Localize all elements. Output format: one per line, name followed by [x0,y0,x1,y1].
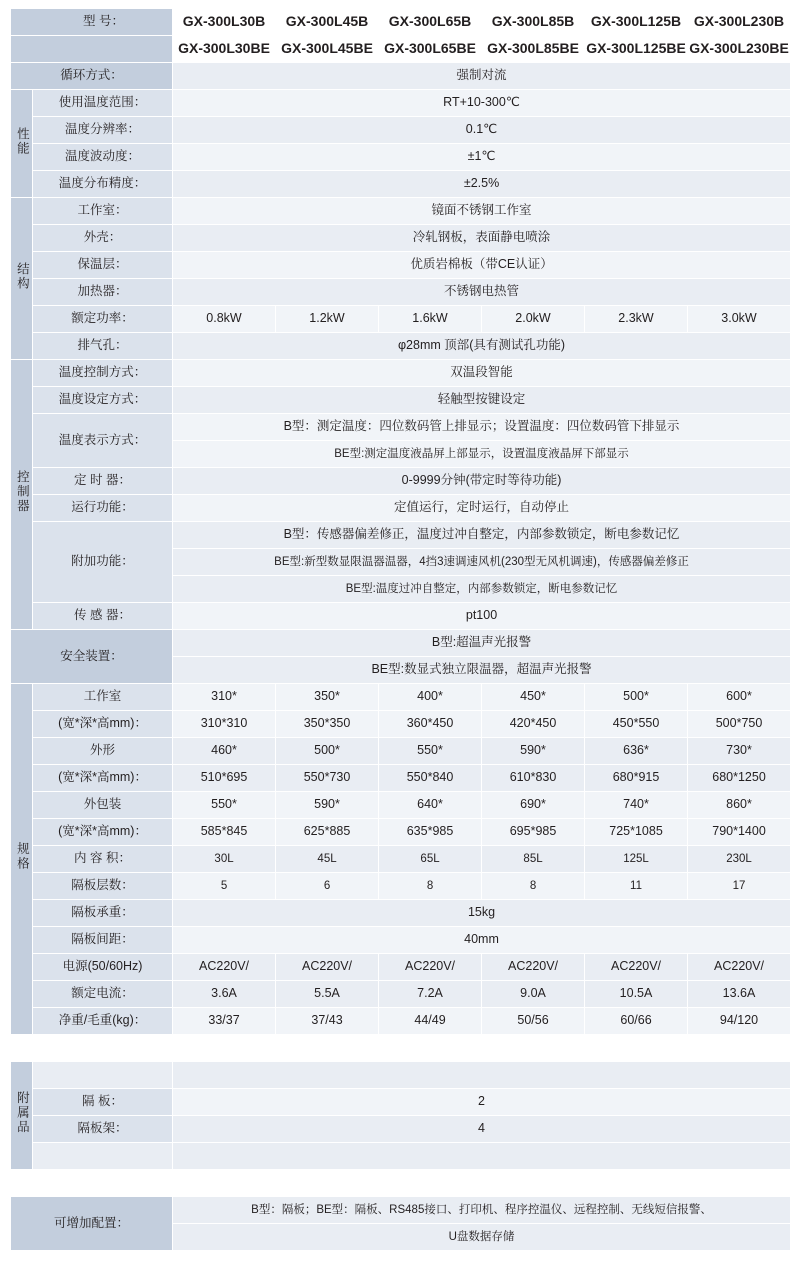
shelf-load-value: 15kg [173,900,791,927]
table-row-shelf-gap [11,927,791,954]
table-row-workroom-bottom [11,711,791,738]
workroom-top-value: 600* [688,684,791,711]
package-bottom-value: 635*985 [379,819,482,846]
shelf-label: 隔 板： [33,1089,173,1116]
model-cell: GX-300L125B [585,9,688,36]
safety-value-2: BE型:数显式独立限温器，超温声光报警 [173,657,791,684]
model-cell: GX-300L85BE [482,36,585,63]
power-value: 2.0kW [482,306,585,333]
model-cell: GX-300L230BE [688,36,791,63]
weight-value: 33/37 [173,1008,276,1035]
workroom-top-value: 310* [173,684,276,711]
outer-top-value: 590* [482,738,585,765]
model-cell: GX-300L230B [688,9,791,36]
section-controller: 控制器 [11,360,33,630]
shell-label: 外壳： [33,225,173,252]
table-row-accessory-blank-bottom [11,1143,791,1170]
package-bottom-value: 695*985 [482,819,585,846]
model-cell: GX-300L45B [276,9,379,36]
model-cell: GX-300L30B [173,9,276,36]
package-sub-label: (宽*深*高mm)： [33,819,173,846]
extra-value-3: BE型:温度过冲自整定，内部参数锁定，断电参数记忆 [173,576,791,603]
run-label: 运行功能： [33,495,173,522]
section-performance: 性能 [11,90,33,198]
shell-value: 冷轧钢板，表面静电喷涂 [173,225,791,252]
power-supply-value: AC220V/ [379,954,482,981]
model-cell: GX-300L45BE [276,36,379,63]
chamber-label: 工作室： [33,198,173,225]
table-row-spacer-1 [11,1035,791,1062]
package-top-value: 550* [173,792,276,819]
temp-set-label: 温度设定方式： [33,387,173,414]
weight-value: 94/120 [688,1008,791,1035]
volume-value: 65L [379,846,482,873]
power-value: 3.0kW [688,306,791,333]
temp-resolution-value: 0.1℃ [173,117,791,144]
table-row-weight [11,1008,791,1035]
table-row-current [11,981,791,1008]
outer-bottom-value: 680*915 [585,765,688,792]
shelf-rack-value: 4 [173,1116,791,1143]
current-value: 3.6A [173,981,276,1008]
model-label: 型 号： [11,9,173,36]
temp-control-label: 温度控制方式： [33,360,173,387]
timer-label: 定 时 器： [33,468,173,495]
current-value: 13.6A [688,981,791,1008]
outer-top-value: 500* [276,738,379,765]
sensor-value: pt100 [173,603,791,630]
workroom-top-value: 500* [585,684,688,711]
circulation-label: 循环方式： [11,63,173,90]
table-row-package-top [11,792,791,819]
workroom-bottom-value: 420*450 [482,711,585,738]
shelf-count-value: 17 [688,873,791,900]
power-value: 1.2kW [276,306,379,333]
shelf-count-value: 6 [276,873,379,900]
table-row-spacer-2 [11,1170,791,1197]
temp-range-label: 使用温度范围： [33,90,173,117]
temp-display-value-2: BE型:测定温度液晶屏上部显示，设置温度液晶屏下部显示 [173,441,791,468]
model-cell: GX-300L125BE [585,36,688,63]
table-row-sensor [11,603,791,630]
weight-value: 44/49 [379,1008,482,1035]
outer-bottom-value: 510*695 [173,765,276,792]
heater-label: 加热器： [33,279,173,306]
current-label: 额定电流： [33,981,173,1008]
table-row-shelf-rack [11,1116,791,1143]
shelf-count-value: 11 [585,873,688,900]
table-row-accessory-blank-top [11,1062,791,1089]
shelf-gap-label: 隔板间距： [33,927,173,954]
outer-bottom-value: 550*730 [276,765,379,792]
optional-value-1: B型：隔板；BE型：隔板、RS485接口、打印机、程序控温仪、远程控制、无线短信报警、 [173,1197,791,1224]
shelf-load-label: 隔板承重： [33,900,173,927]
table-row-insulation [11,252,791,279]
outer-sub-label: (宽*深*高mm)： [33,765,173,792]
power-supply-value: AC220V/ [173,954,276,981]
workroom-top-value: 350* [276,684,379,711]
table-row-shelf [11,1089,791,1116]
workroom-top-value: 400* [379,684,482,711]
outer-label: 外形 [33,738,173,765]
current-value: 10.5A [585,981,688,1008]
table-row-power-supply [11,954,791,981]
model-cell: GX-300L30BE [173,36,276,63]
temp-uniformity-label: 温度分布精度： [33,171,173,198]
shelf-count-value: 8 [482,873,585,900]
current-value: 7.2A [379,981,482,1008]
power-supply-value: AC220V/ [688,954,791,981]
table-row-package-bottom [11,819,791,846]
specification-table [10,8,791,1251]
table-row-temp-resolution [11,117,791,144]
accessory-blank-value [173,1062,791,1089]
power-label: 额定功率： [33,306,173,333]
workroom-sub-label: (宽*深*高mm)： [33,711,173,738]
model-label-empty [11,36,173,63]
power-value: 0.8kW [173,306,276,333]
outer-top-value: 460* [173,738,276,765]
temp-display-label: 温度表示方式： [33,414,173,468]
power-supply-value: AC220V/ [482,954,585,981]
extra-value-1: B型：传感器偏差修正，温度过冲自整定，内部参数锁定，断电参数记忆 [173,522,791,549]
optional-value-2: U盘数据存储 [173,1224,791,1251]
power-supply-value: AC220V/ [585,954,688,981]
package-top-value: 690* [482,792,585,819]
outer-top-value: 550* [379,738,482,765]
section-spec: 规格 [11,684,33,1035]
shelf-gap-value: 40mm [173,927,791,954]
spacer-cell [11,1035,791,1062]
power-value: 1.6kW [379,306,482,333]
workroom-bottom-value: 450*550 [585,711,688,738]
table-row-volume [11,846,791,873]
run-value: 定值运行，定时运行，自动停止 [173,495,791,522]
package-bottom-value: 790*1400 [688,819,791,846]
accessory-blank-value-2 [173,1143,791,1170]
shelf-count-value: 8 [379,873,482,900]
spacer-cell-2 [11,1170,791,1197]
temp-display-value-1: B型：测定温度：四位数码管上排显示；设置温度：四位数码管下排显示 [173,414,791,441]
model-cell: GX-300L65B [379,9,482,36]
package-top-value: 860* [688,792,791,819]
table-row-chamber [11,198,791,225]
optional-label: 可增加配置： [11,1197,173,1251]
volume-value: 125L [585,846,688,873]
workroom-top-value: 450* [482,684,585,711]
temp-resolution-label: 温度分辨率： [33,117,173,144]
table-row-safety-1 [11,630,791,657]
table-row-shell [11,225,791,252]
table-row-temp-range [11,90,791,117]
sensor-label: 传 感 器： [33,603,173,630]
model-cell: GX-300L65BE [379,36,482,63]
table-row-power [11,306,791,333]
outer-bottom-value: 610*830 [482,765,585,792]
package-top-value: 640* [379,792,482,819]
outer-top-value: 730* [688,738,791,765]
package-bottom-value: 625*885 [276,819,379,846]
table-row-outer-bottom [11,765,791,792]
table-row-temp-fluctuation [11,144,791,171]
outer-top-value: 636* [585,738,688,765]
weight-value: 37/43 [276,1008,379,1035]
table-row-temp-display-1 [11,414,791,441]
table-row-temp-control [11,360,791,387]
workroom-bottom-value: 500*750 [688,711,791,738]
temp-range-value: RT+10-300℃ [173,90,791,117]
insulation-label: 保温层： [33,252,173,279]
temp-uniformity-value: ±2.5% [173,171,791,198]
outer-bottom-value: 680*1250 [688,765,791,792]
outer-bottom-value: 550*840 [379,765,482,792]
table-row-timer [11,468,791,495]
temp-fluctuation-value: ±1℃ [173,144,791,171]
current-value: 9.0A [482,981,585,1008]
table-row-temp-uniformity [11,171,791,198]
heater-value: 不锈钢电热管 [173,279,791,306]
extra-label: 附加功能： [33,522,173,603]
table-row-optional-1 [11,1197,791,1224]
table-row-extra-1 [11,522,791,549]
table-row-shelf-count [11,873,791,900]
shelf-count-value: 5 [173,873,276,900]
insulation-value: 优质岩棉板（带CE认证） [173,252,791,279]
table-row-temp-set [11,387,791,414]
vent-label: 排气孔： [33,333,173,360]
safety-value-1: B型:超温声光报警 [173,630,791,657]
package-bottom-value: 725*1085 [585,819,688,846]
extra-value-2: BE型:新型数显限温器温器，4挡3速调速风机(230型无风机调速)，传感器偏差修正 [173,549,791,576]
shelf-count-label: 隔板层数： [33,873,173,900]
volume-value: 85L [482,846,585,873]
workroom-label: 工作室 [33,684,173,711]
temp-control-value: 双温段智能 [173,360,791,387]
table-row-model-1 [11,9,791,36]
circulation-value: 强制对流 [173,63,791,90]
accessory-blank-label-2 [33,1143,173,1170]
table-row-shelf-load [11,900,791,927]
workroom-bottom-value: 350*350 [276,711,379,738]
shelf-rack-label: 隔板架： [33,1116,173,1143]
temp-set-value: 轻触型按键设定 [173,387,791,414]
workroom-bottom-value: 310*310 [173,711,276,738]
weight-label: 净重/毛重(kg)： [33,1008,173,1035]
volume-label: 内 容 积： [33,846,173,873]
weight-value: 50/56 [482,1008,585,1035]
volume-value: 230L [688,846,791,873]
table-row-circulation [11,63,791,90]
table-row-workroom-top [11,684,791,711]
table-row-model-2 [11,36,791,63]
vent-value: φ28mm 顶部(具有测试孔功能) [173,333,791,360]
package-top-value: 590* [276,792,379,819]
section-structure: 结构 [11,198,33,360]
chamber-value: 镜面不锈钢工作室 [173,198,791,225]
power-value: 2.3kW [585,306,688,333]
package-top-value: 740* [585,792,688,819]
table-row-run-function [11,495,791,522]
section-accessory: 附属品 [11,1062,33,1170]
weight-value: 60/66 [585,1008,688,1035]
temp-fluctuation-label: 温度波动度： [33,144,173,171]
safety-label: 安全装置： [11,630,173,684]
current-value: 5.5A [276,981,379,1008]
shelf-value: 2 [173,1089,791,1116]
workroom-bottom-value: 360*450 [379,711,482,738]
volume-value: 45L [276,846,379,873]
model-cell: GX-300L85B [482,9,585,36]
timer-value: 0-9999分钟(带定时等待功能) [173,468,791,495]
table-row-vent [11,333,791,360]
table-row-outer-top [11,738,791,765]
package-bottom-value: 585*845 [173,819,276,846]
accessory-blank-label [33,1062,173,1089]
power-supply-value: AC220V/ [276,954,379,981]
table-row-heater [11,279,791,306]
power-supply-label: 电源(50/60Hz) [33,954,173,981]
package-label: 外包装 [33,792,173,819]
volume-value: 30L [173,846,276,873]
